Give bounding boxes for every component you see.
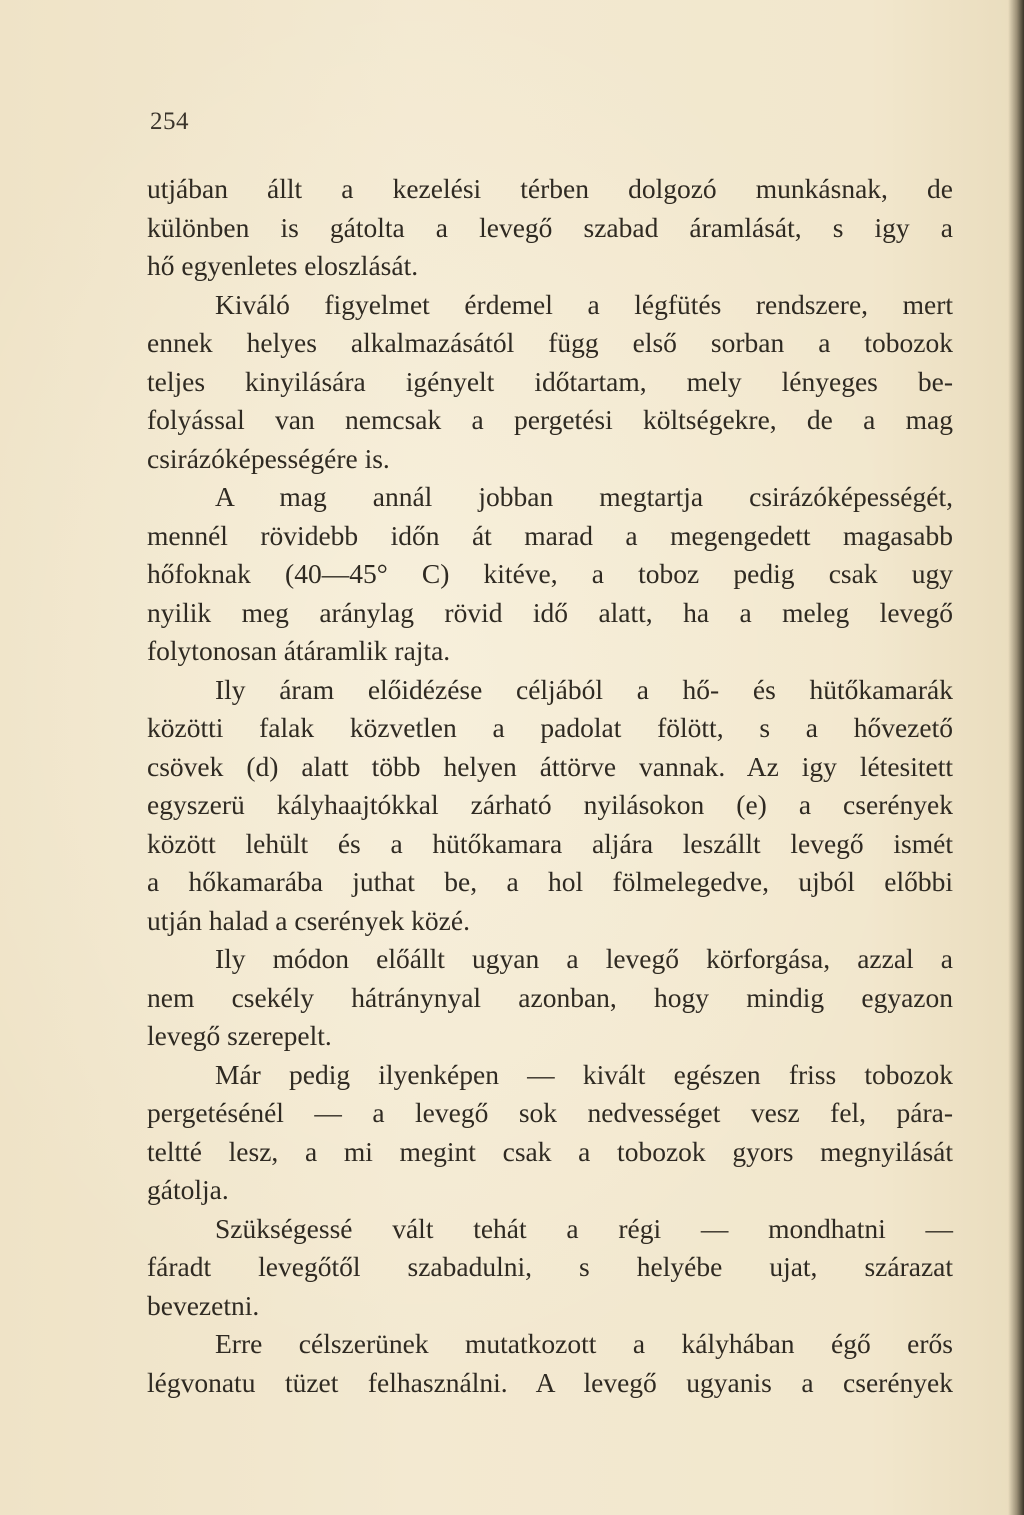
text-line: levegő szerepelt. — [147, 1020, 332, 1051]
text-line: folyással van nemcsak a pergetési költségekre, de a mag — [147, 404, 953, 435]
page-edge-shadow — [1008, 0, 1024, 1515]
text-line: Kiváló figyelmet érdemel a légfütés rendszere, mert — [215, 288, 953, 320]
text-line: ennek helyes alkalmazásától függ első sorban a tobozok — [147, 327, 953, 358]
text-line: különben is gátolta a levegő szabad áramlását, s igy a — [147, 211, 953, 243]
text-line: fáradt levegőtől szabadulni, s helyébe ujat, szárazat — [147, 1251, 953, 1282]
text-line: teljes kinyilására igényelt időtartam, mely lényeges be- — [147, 365, 953, 397]
text-line: teltté lesz, a mi megint csak a tobozok gyors megnyilását — [147, 1135, 953, 1167]
text-line: utján halad a cserények közé. — [147, 904, 470, 936]
text-line: között lehült és a hütőkamara aljára leszállt levegő ismét — [147, 827, 953, 859]
text-line: mennél rövidebb időn át marad a megengedett magasabb — [147, 519, 953, 551]
text-line: Erre célszerünek mutatkozott a kályhában égő erős — [215, 1328, 953, 1359]
text-line: Már pedig ilyenképen — kivált egészen friss tobozok — [215, 1058, 953, 1090]
text-line: közötti falak közvetlen a padolat fölött, s a hővezető — [147, 712, 953, 743]
text-line: utjában állt a kezelési térben dolgozó munkásnak, de — [147, 173, 953, 204]
text-line: Ily módon előállt ugyan a levegő körforgása, azzal a — [215, 943, 953, 974]
text-line: csirázóképességére is. — [147, 442, 390, 474]
text-line: csövek (d) alatt több helyen áttörve vannak. Az igy létesitett — [147, 750, 953, 782]
body-text — [147, 170, 953, 1402]
text-line: A mag annál jobban megtartja csirázóképességét, — [215, 481, 953, 512]
text-line: gátolja. — [147, 1174, 229, 1205]
text-line: egyszerü kályhaajtókkal zárható nyilásokon (e) a cserények — [147, 789, 953, 820]
text-line: a hőkamarába juthat be, a hol fölmelegedve, ujból előbbi — [147, 866, 953, 897]
text-line: pergetésénél — a levegő sok nedvességet vesz fel, pára- — [147, 1097, 953, 1128]
page-number: 254 — [150, 108, 189, 135]
text-line: folytonosan átáramlik rajta. — [147, 635, 451, 666]
text-line: nyilik meg aránylag rövid idő alatt, ha a meleg levegő — [147, 596, 953, 628]
text-line: nem csekély hátránynyal azonban, hogy mindig egyazon — [147, 981, 953, 1013]
text-line: bevezetni. — [147, 1289, 260, 1321]
text-line: hőfoknak (40—45° C) kitéve, a toboz pedig csak ugy — [147, 558, 953, 589]
text-line: Szükségessé vált tehát a régi — mondhatni — — [215, 1212, 953, 1244]
text-line: légvonatu tüzet felhasználni. A levegő ugyanis a cserények — [147, 1366, 953, 1398]
text-line: Ily áram előidézése céljából a hő- és hütőkamarák — [215, 673, 953, 705]
text-line: hő egyenletes eloszlását. — [147, 250, 419, 281]
